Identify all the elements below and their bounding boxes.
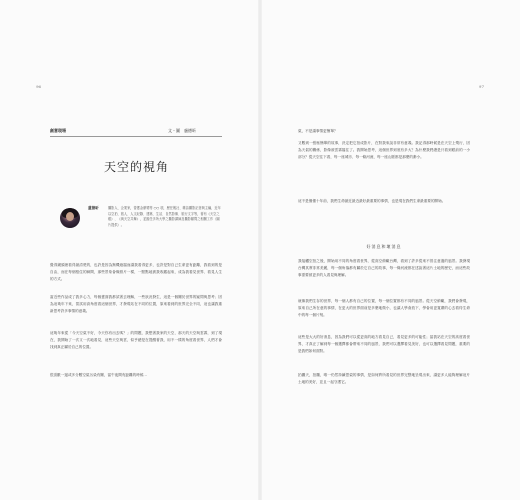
right-paragraph: 我接觸空拍之後，開始用不同的角度看世界，從高空俯瞰台灣，看到了許多從來不曾注意過的風景。我發現台灣其實非常美麗，每一個角落都有屬於它自己的故事，每一條河流都在述說著這片土地的歷史，而這些故事需要被更多的人看見與理解。: [298, 259, 470, 277]
left-paragraph: 這幾年來從「今天空氣不好，今天你有出去嗎？」的問題，我想著我家的天空，那天的天空與雲霧，到了現在，我開始了一次又一次地看見，這些天空與雲，似乎總是在提醒著我，用不一樣的角度看世界，人們才會找到真正屬於自己的位置。: [50, 331, 222, 349]
author-name: 盧德昕: [88, 206, 99, 210]
left-paragraph: 當近些作品成了我多心力，每個畫面我都試著去理解，一些狀況發生，這是一個關於世界的疑問與思考；因為這幾年下來，嘗試用高角度看這個世界，才發現站在不同的位置，原來看到的世界完全不同，這也讓我重新思考許多事情的意義。: [50, 295, 222, 313]
section-subhead: 好消息和壞消息: [366, 244, 402, 249]
page-number-right: 97: [478, 84, 484, 89]
right-paragraph: 就像我們生存的世界，每一個人都有自己的位置，每一個位置都有不同的風景。從天空俯瞰，我們會發現，原來自己所在意的事情，在更大的世界面前是多麼地微小，也讓人學會放下，學會用更寬廣的心去看待生命中的每一個片刻。: [298, 299, 470, 317]
right-paragraph: 拍攝天，拍攝，唯一仍然持續思索的事情，是如何將所看見的世界完整地呈現出來，讓更多人能夠理解這片土地的美好，並且一起守護它。: [298, 373, 470, 384]
right-paragraph: 這不是僅僅十年前，我們生命最近最近最好最重要的事情，也是現在我們生命最重要的開始。: [298, 199, 446, 203]
author-bio: 攝影人、企業家，曾獲金鼎獎等 ○○ 項，歷任報社、雜誌攝影記者與主編，近年以空拍、旅人、人文紀錄、建築、生活、自然影像、旅行文字等，著有《天空之眼》、《與天空共舞》，並擔任多所大學之攝影講師及攝影顧問之相關工作（圖片提供）。: [108, 206, 221, 227]
author-portrait: [60, 208, 80, 228]
section-label: 創意現場: [50, 128, 66, 133]
right-paragraph: 又數到一張極簡單的故事，決定把它拍成影片，在對我來說非常有意義。我記得那時候是在天空上飛行，因為天氣的關係，影像被雲霧擋住了。我開始思考，這個世界到底有多大？為什麼我們總是只看到眼前的一小部分？從天空往下看，每一座城市、每一條河流、每一座山脈都是那麼的渺小。: [298, 141, 470, 159]
byline: 文・圖 盧德昕: [168, 128, 196, 133]
right-paragraph: 這些是大大的好消息，因為我們可以從更高的地方看見自己，看見更多的可能性；當我站在天空的高度看世界，才真正了解到每一個選擇都會帶來不同的風景，我們可以選擇看見美好，也可以選擇看見問題，重要的是我們如何面對。: [298, 335, 470, 353]
header-rule: [50, 136, 222, 137]
left-paragraph: 很喜歡一邊或多分數空氣污染有關，當午夜間有距離的時候...: [50, 373, 147, 377]
article-title: 天空的視角: [104, 160, 170, 174]
page-number-left: 96: [36, 84, 42, 89]
right-page: [260, 0, 520, 500]
right-paragraph: 氣，不是讓事情更簡單？: [298, 129, 338, 133]
left-paragraph: 覺得鏡頭裡看得最清楚的，也許是因為無機遮擋而讓我看得更多，也許是對自己生命更有距離，我看到的是自由，而在每個框住的瞬間，那些景象會像照片一樣，一點點地被我收藏起來，成為我看見世界、看見人生的方式。: [50, 263, 222, 281]
